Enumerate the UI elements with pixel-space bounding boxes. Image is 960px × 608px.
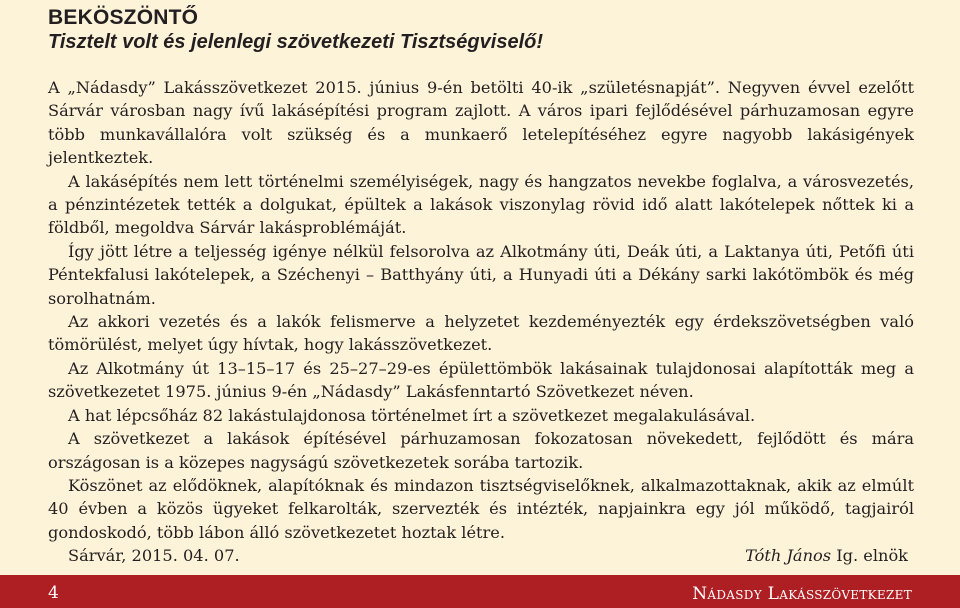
footer-band bbox=[0, 575, 960, 608]
paragraph-thanks: Köszönet az elődöknek, alapítóknak és mindazon tisztségviselőknek, alkalmazottaknak, akik az elmúlt 40 évben a közös ügyeket felkarolták, szervezték és intézték, napjainkra egy jól működő, tagjairól gondoskodó, több lábon álló szövetkezetet hoztak létre. bbox=[48, 475, 914, 542]
signature-role: Ig. elnök bbox=[831, 546, 908, 566]
signature-line bbox=[48, 544, 914, 567]
paragraph-intro: A „Nádasdy” Lakásszövetkezet 2015. június 9-én betölti 40-ik „születésnapját”. Negyven évvel ezelőtt Sárvár városban nagy ívű lakásépítési program zajlott. A város ipari fejlődésével párhuzamosan egyre több munkavállalóra volt szükség és a munkaerő letelepítéséhez egyre nagyobb lakásigények jelentkeztek. bbox=[48, 78, 914, 168]
paragraph-growth: A szövetkezet a lakások építésével párhuzamosan fokozatosan növekedett, fejlődött és mára országosan is a közepes nagyságú szövetkezetek sorába tartozik. bbox=[48, 429, 914, 472]
paragraph-founders: Az Alkotmány út 13–15–17 és 25–27–29-es épülettömbök lakásainak tulajdonosai alapították meg a szövetkezetet 1975. június 9-én „Nádasdy” Lakásfenntartó Szövetkezet néven. bbox=[48, 358, 914, 402]
paragraph-founding-idea: Az akkori vezetés és a lakók felismerve a helyzetet kezdeményezték egy érdekszövetségben való tömörülést, melyet úgy hívtak, hogy lakásszövetkezet. bbox=[48, 312, 914, 355]
article-title: BEKÖSZÖNTŐ bbox=[48, 6, 199, 29]
paragraph-stairwells: A hat lépcsőház 82 lakástulajdonosa történelmet írt a szövetkezet megalakulásával. bbox=[68, 405, 756, 425]
paragraph-history: A lakásépítés nem lett történelmi személyiségek, nagy és hangzatos nevekbe foglalva, a városvezetés, a pénzintézetek tették a dolgukat, épültek a lakások viszonylag rövid idő alatt lakótelepek nőttek ki a földből, megoldva Sárvár lakásproblémáját. bbox=[48, 171, 914, 238]
article-subtitle: Tisztelt volt és jelenlegi szövetkezeti Tisztségviselő! bbox=[48, 31, 543, 53]
article-body bbox=[48, 6, 914, 568]
signature-place-date: Sárvár, 2015. 04. 07. bbox=[68, 546, 240, 566]
publication-name: Nádasdy Lakásszövetkezet bbox=[692, 584, 912, 604]
page-number: 4 bbox=[48, 583, 59, 603]
signature-name: Tóth János bbox=[745, 546, 832, 566]
signature-block bbox=[745, 544, 908, 567]
paragraph-estates: Így jött létre a teljesség igénye nélkül felsorolva az Alkotmány úti, Deák úti, a Laktanya úti, Petőfi úti Péntekfalusi lakótelepek, a Széchenyi – Batthyány úti, a Hunyadi úti a Dékány sarki lakótömbök és még sorolhatnám. bbox=[48, 241, 914, 308]
